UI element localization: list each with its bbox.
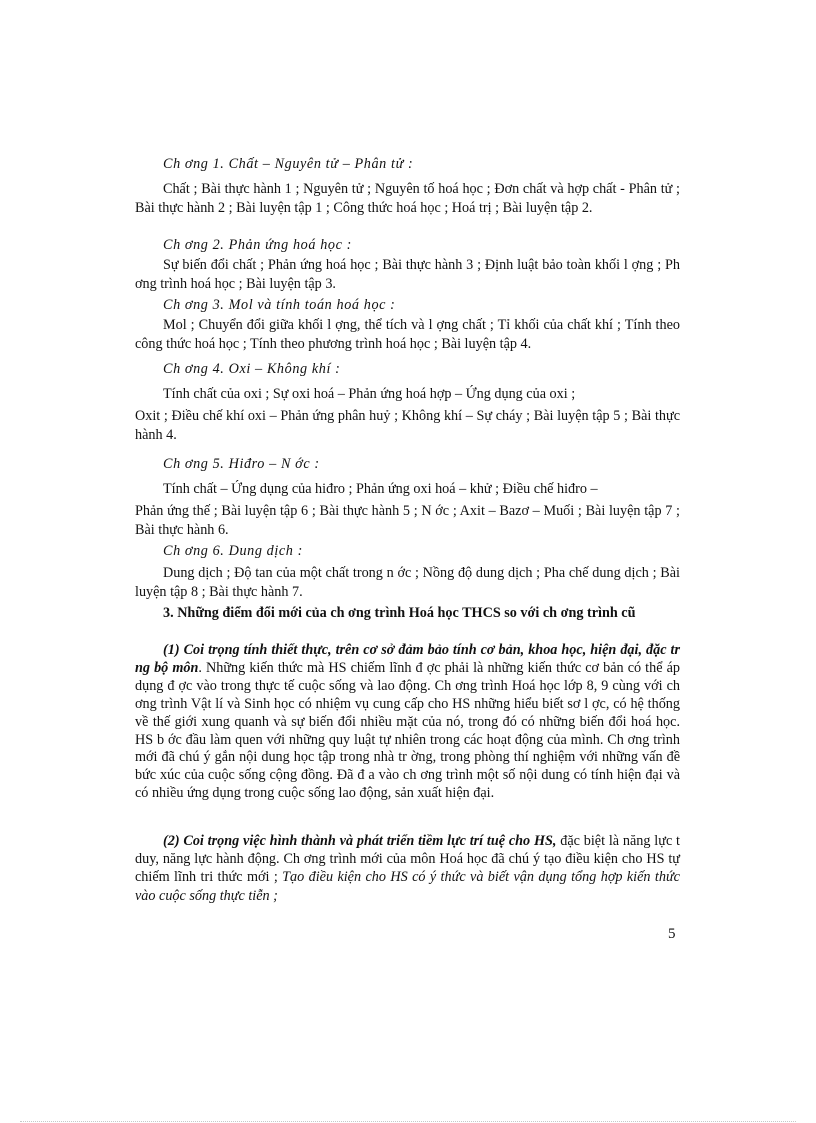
chapter-2-text: Sự biến đổi chất ; Phản ứng hoá học ; Bài thực hành 3 ; Định luật bảo toàn khối l ợng ; Ph ơng trình hoá học ; Bài luyện tập 3. bbox=[135, 257, 680, 292]
section-3-paragraph-2 bbox=[135, 832, 680, 905]
chapter-4-heading: Ch ơng 4. Oxi – Không khí : bbox=[163, 361, 341, 377]
page-number: 5 bbox=[668, 926, 676, 942]
chapter-3-heading: Ch ơng 3. Mol và tính toán hoá học : bbox=[163, 297, 396, 313]
footer-divider bbox=[20, 1121, 796, 1122]
chapter-1-text: Chất ; Bài thực hành 1 ; Nguyên tử ; Nguyên tố hoá học ; Đơn chất và hợp chất - Phân tử ; Bài thực hành 2 ; Bài luyện tập 1 ; Công thức hoá học ; Hoá trị ; Bài luyện tập 2. bbox=[135, 181, 680, 216]
paragraph-1-body: . Những kiến thức mà HS chiếm lĩnh đ ợc phải là những kiến thức cơ bản có thể áp dụng đ ợc vào trong thực tế cuộc sống và lao động. Ch ơng trình Hoá học lớp 8, 9 cùng với ch ơng trình Vật lí và Sinh học có nhiệm vụ cung cấp cho HS những hiểu biết sơ l ợc, có hệ thống về thế giới xung quanh và sự biến đổi nhiều mặt của nó, trong đó có những biến đổi hoá học. HS b ớc đầu làm quen với những quy luật tự nhiên trong các hoạt động của mình. Ch ơng trình mới đã chú ý gắn nội dung học tập trong nhà tr ờng, trong phòng thí nghiệm với những vấn đề bức xúc của cuộc sống cộng đồng. Đã đ a vào ch ơng trình một số nội dung có tính hiện đại và có nhiều ứng dụng trong cuộc sống lao động, sản xuất hiện đại. bbox=[135, 659, 680, 802]
chapter-5-text-line1: Tính chất – Ứng dụng của hiđro ; Phản ứng oxi hoá – khử ; Điều chế hiđro – bbox=[163, 481, 598, 497]
chapter-6-text: Dung dịch ; Độ tan của một chất trong n ớc ; Nồng độ dung dịch ; Pha chế dung dịch ; Bài luyện tập 8 ; Bài thực hành 7. bbox=[135, 565, 680, 600]
paragraph-2-italic: Tạo điều kiện cho HS có ý thức và biết vận dụng tổng hợp kiến thức vào cuộc sống thực tiễn ; bbox=[135, 869, 680, 904]
section-3-paragraph-1 bbox=[135, 642, 680, 803]
chapter-5-text-rest: Phản ứng thế ; Bài luyện tập 6 ; Bài thực hành 5 ; N ớc ; Axit – Bazơ – Muối ; Bài luyện tập 7 ; Bài thực hành 6. bbox=[135, 503, 680, 538]
chapter-6-heading: Ch ơng 6. Dung dịch : bbox=[163, 543, 303, 559]
paragraph-1-lead: (1) Coi trọng tính thiết thực, trên cơ sở đảm bảo tính cơ bản, khoa học, hiện đại, đặc tr ng bộ môn bbox=[135, 642, 680, 676]
chapter-3-text: Mol ; Chuyển đổi giữa khối l ợng, thể tích và l ợng chất ; Tỉ khối của chất khí ; Tính theo công thức hoá học ; Tính theo phương trình hoá học ; Bài luyện tập 4. bbox=[135, 317, 680, 352]
chapter-5-heading: Ch ơng 5. Hiđro – N ớc : bbox=[163, 456, 320, 472]
chapter-4-text-rest: Oxit ; Điều chế khí oxi – Phản ứng phân huỷ ; Không khí – Sự cháy ; Bài luyện tập 5 ; Bài thực hành 4. bbox=[135, 408, 680, 443]
chapter-1-heading: Ch ơng 1. Chất – Nguyên tử – Phân tử : bbox=[163, 156, 414, 172]
paragraph-2-body: đặc biệt là năng lực t duy, năng lực hành động. Ch ơng trình mới của môn Hoá học đã chú ý tạo điều kiện cho HS tự chiếm lĩnh tri thức mới ; bbox=[135, 833, 680, 886]
chapter-2-heading: Ch ơng 2. Phản ứng hoá học : bbox=[163, 237, 352, 253]
paragraph-2-lead: (2) Coi trọng việc hình thành và phát triển tiềm lực trí tuệ cho HS, bbox=[163, 833, 557, 849]
chapter-4-text-line1: Tính chất của oxi ; Sự oxi hoá – Phản ứng hoá hợp – Ứng dụng của oxi ; bbox=[163, 386, 576, 402]
section-3-heading: 3. Những điểm đổi mới của ch ơng trình Hoá học THCS so với ch ơng trình cũ bbox=[163, 605, 636, 621]
